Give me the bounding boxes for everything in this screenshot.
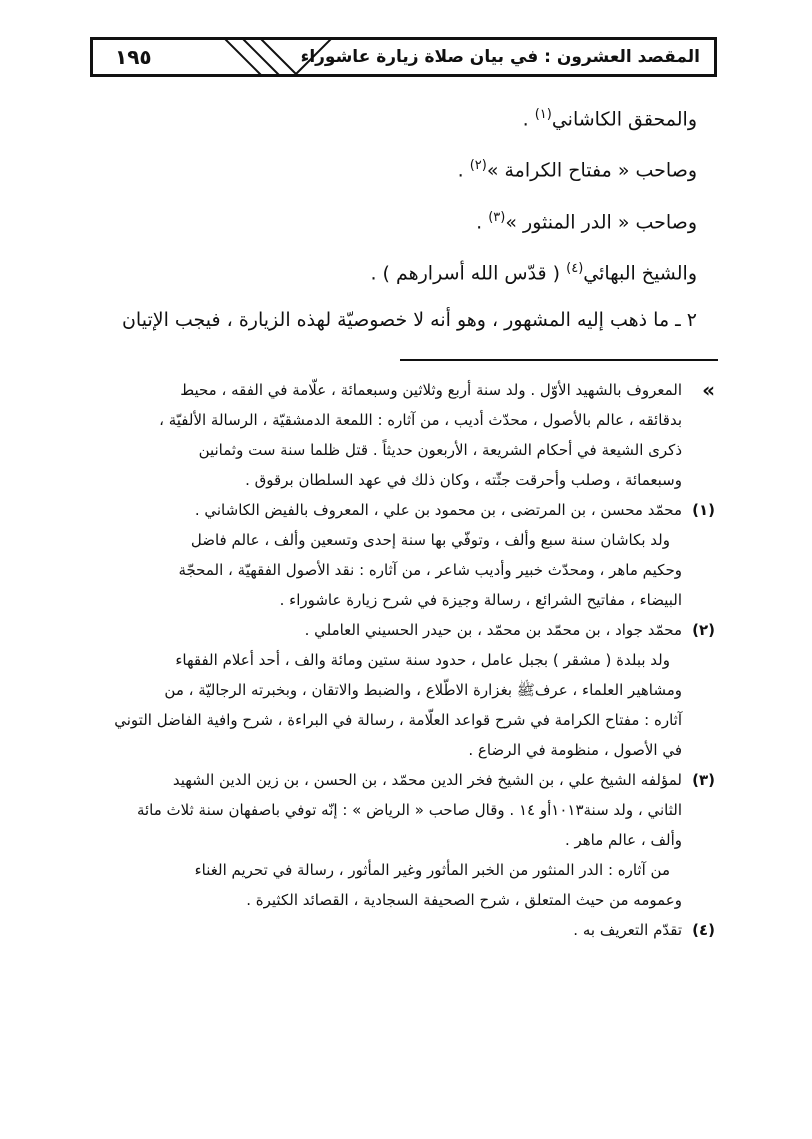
- footnote-0-line-1: المعروف بالشهيد الأوّل . ولد سنة أربع وثلاثين وسبعمائة ، علّامة في الفقه ، محيط: [180, 381, 682, 399]
- footnote-3-line-2: وعمومه من حيث المتعلق ، شرح الصحيفة السجادية ، القصائد الكثيرة .: [246, 891, 682, 909]
- footnote-3-mark: (٣): [692, 771, 715, 789]
- footnote-2-line-1: ولد ببلدة ( مشقر ) بجبل عامل ، حدود سنة ستين ومائة والف ، أحد أعلام الفقهاء: [175, 651, 670, 669]
- footnote-2-line-2: ومشاهير العلماء ، عرفﷺ بغزارة الاطّلاع ، والضبط والاتقان ، وبخبرته الرجاليّة ، من: [164, 681, 682, 699]
- main-line-1-text: والمحقق الكاشاني: [551, 108, 697, 131]
- footnote-ref-3: (٣): [488, 209, 506, 225]
- footnote-divider: [400, 359, 718, 361]
- page-number: ١٩٥: [115, 45, 152, 69]
- footnote-0-line-3: ذكرى الشيعة في أحكام الشريعة ، الأربعون حديثاً . قتل ظلما سنة ست وثمانين: [198, 441, 682, 459]
- footnote-3-line-1: من آثاره : الدر المنثور من الخبر المأثور وغير المأثور ، رسالة في تحريم الغناء: [194, 861, 670, 879]
- footnote-1-mark: (١): [692, 501, 715, 519]
- main-line-3: وصاحب « الدر المنثور »$^{(٣)}$ .: [476, 209, 697, 233]
- footnote-3: [100, 765, 715, 915]
- running-header: [90, 37, 717, 77]
- footnote-2-mark: (٢): [692, 621, 715, 639]
- footnote-2-line-3: آثاره : مفتاح الكرامة في شرح قواعد العلّامة ، رسالة في البراءة ، شرح وافية الفاضل التوني: [114, 711, 682, 729]
- main-line-1: والمحقق الكاشاني$^{(١)}$ .: [522, 107, 697, 131]
- footnote-2-head: محمّد جواد ، بن محمّد بن محمّد ، بن حيدر الحسيني العاملي .: [304, 621, 682, 639]
- main-item-2: ٢ ـ ما ذهب إليه المشهور ، وهو أنه لا خصوصيّة لهذه الزيارة ، فيجب الإتيان: [121, 309, 697, 332]
- footnote-4-head: تقدّم التعريف به .: [573, 921, 682, 939]
- main-line-3-text: وصاحب « الدر المنثور »: [505, 210, 697, 233]
- footnote-0-line-4: وسبعمائة ، وصلب وأحرقت جثّته ، وكان ذلك في عهد السلطان برقوق .: [245, 471, 682, 489]
- footnote-0-mark: »: [702, 378, 715, 402]
- footnote-3-head-3: وألف ، عالم ماهر .: [564, 831, 682, 849]
- footnote-1-head: محمّد محسن ، بن المرتضى ، بن محمود بن علي ، المعروف بالفيض الكاشاني .: [194, 501, 682, 519]
- footnotes: [100, 375, 715, 945]
- footnote-0: [100, 375, 715, 495]
- main-text: [77, 103, 697, 355]
- footnote-2-line-4: في الأصول ، منظومة في الرضاع .: [468, 741, 682, 759]
- footnote-1-line-1: ولد بكاشان سنة سبع وألف ، وتوفّي بها سنة إحدى وتسعين وألف ، عالم فاضل: [190, 531, 670, 549]
- header-ornament: [223, 37, 333, 77]
- footnote-4-mark: (٤): [692, 921, 715, 939]
- main-line-4-text: والشيخ البهائي: [583, 262, 697, 285]
- footnote-1-line-3: البيضاء ، مفاتيح الشرائع ، رسالة وجيزة في شرح زيارة عاشوراء .: [279, 591, 682, 609]
- main-line-4: [77, 257, 697, 285]
- footnote-ref-1: (١): [534, 107, 552, 122]
- footnote-1: [100, 495, 715, 615]
- footnote-3-head-1: لمؤلفه الشيخ علي ، بن الشيخ فخر الدين محمّد ، بن الحسن ، بن زين الدين الشهيد: [172, 771, 682, 789]
- footnote-ref-2: (٢): [469, 158, 487, 174]
- header-title: المقصد العشرون : في بيان صلاة زيارة عاشوراء: [300, 47, 700, 67]
- footnote-1-line-2: وحكيم ماهر ، ومحدّث خبير وأديب شاعر ، من آثاره : نقد الأصول الفقهيّة ، المحجّة: [178, 561, 682, 579]
- footnote-ref-4: (٤): [566, 260, 584, 276]
- main-line-4-tail: ( قدّس الله أسرارهم ) .: [370, 262, 561, 285]
- footnote-3-head-2: الثاني ، ولد سنة١٠١٣أو ١٤ . وقال صاحب « الرياض » : إنّه توفي باصفهان سنة ثلاث مائة: [136, 801, 682, 819]
- main-line-2-text: وصاحب « مفتاح الكرامة »: [486, 159, 697, 182]
- footnote-0-line-2: بدقائقه ، عالم بالأصول ، محدّث أديب ، من آثاره : اللمعة الدمشقيّة ، الرسالة الألفيّة ،: [159, 411, 682, 429]
- main-line-2: وصاحب « مفتاح الكرامة »$^{(٢)}$ .: [457, 158, 697, 182]
- footnote-2: [100, 615, 715, 765]
- footnote-4: [100, 915, 715, 945]
